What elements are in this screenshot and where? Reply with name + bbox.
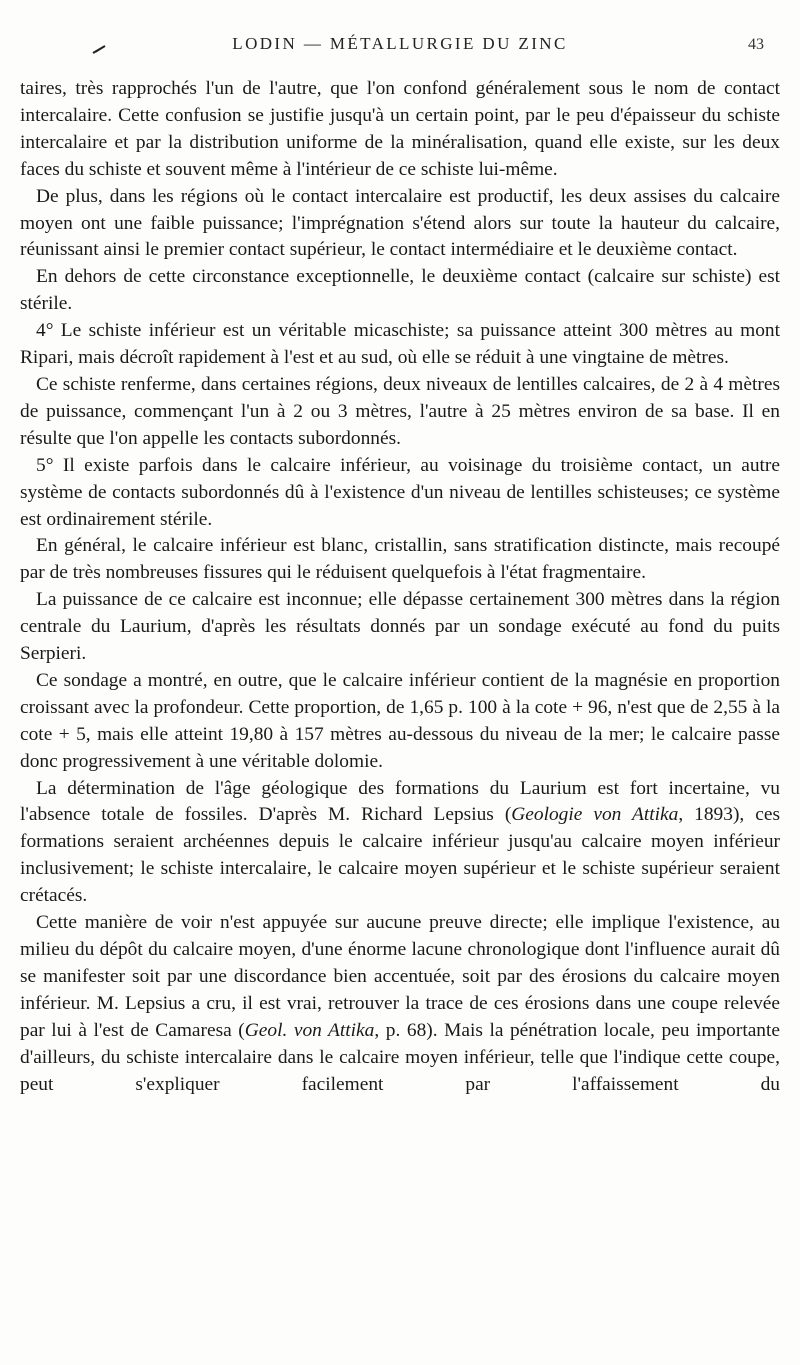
paragraph-6: 5° Il existe parfois dans le calcaire inférieur, au voisinage du troisième contact, un autre système de contacts subordonnés dû à l'existence d'un niveau de lentilles schisteuses; ce système est ordinairement stérile. [20, 454, 780, 530]
citation-geol-von-attika: Geol. von Attika [244, 1019, 375, 1041]
paragraph-11 [20, 910, 780, 1098]
paragraph-10-text-b: , 1893), ces formations seraient archéennes depuis le calcaire inférieur jusqu'au calcaire moyen inférieur inclusivement; le schiste intercalaire, le calcaire moyen supérieur et le schiste supérieur seraient crétacés. [20, 804, 781, 907]
paragraph-7: En général, le calcaire inférieur est blanc, cristallin, sans stratification distincte, mais recoupé par de très nombreuses fissures qui le réduisent quelquefois à l'état fragmentaire. [20, 535, 780, 584]
paragraph-11-text-a: Cette manière de voir n'est appuyée sur aucune preuve directe; elle implique l'existence, au milieu du dépôt du calcaire moyen, d'une énorme lacune chronologique dont l'influence aurait dû se manifester soit par une discordance bien accentuée, soit par des érosions du calcaire moyen inférieur. M. Lepsius a cru, il est vrai, retrouver la trace de ces érosions dans une coupe relevée par lui à l'est de Camaresa ( [20, 912, 780, 1041]
paragraph-1: taires, très rapprochés l'un de l'autre, que l'on confond généralement sous le nom de contact intercalaire. Cette confusion se justifie jusqu'à un certain point, par le peu d'épaisseur du schiste intercalaire et par la distribution uniforme de la minéralisation, quand elle existe, sur les deux faces du schiste et souvent même à l'intérieur de ce schiste lui-même. [20, 78, 780, 180]
body-text [20, 76, 780, 1098]
page-header [20, 34, 780, 62]
paragraph-11-text-b: , p. 68). Mais la pénétration locale, peu importante d'ailleurs, du schiste intercalaire dans le calcaire moyen inférieur, telle que l'indique cette coupe, peut s'expliquer facilement par l'affaissement du [20, 1019, 780, 1095]
ink-mark-icon [92, 44, 106, 54]
paragraph-8: La puissance de ce calcaire est inconnue; elle dépasse certainement 300 mètres dans la région centrale du Laurium, d'après les résultats donnés par un sondage exécuté au fond du puits Serpieri. [20, 589, 780, 665]
paragraph-10 [20, 776, 780, 911]
paragraph-4: 4° Le schiste inférieur est un véritable micaschiste; sa puissance atteint 300 mètres au mont Ripari, mais décroît rapidement à l'est et au sud, où elle se réduit à une vingtaine de mètres. [20, 320, 780, 369]
running-head: LODIN — MÉTALLURGIE DU ZINC [232, 34, 568, 53]
paragraph-9: Ce sondage a montré, en outre, que le calcaire inférieur contient de la magnésie en proportion croissant avec la profondeur. Cette proportion, de 1,65 p. 100 à la cote + 96, n'est que de 2,55 à la cote + 5, mais elle atteint 19,80 à 157 mètres au-dessous du niveau de la mer; le calcaire passe donc progressivement à une véritable dolomie. [20, 669, 780, 772]
citation-geologie-von-attika: Geologie von Attika [511, 804, 679, 826]
paragraph-2: De plus, dans les régions où le contact intercalaire est productif, les deux assises du calcaire moyen ont une faible puissance; l'imprégnation s'étend alors sur toute la hauteur du calcaire, réunissant ainsi le premier contact supérieur, le contact intermédiaire et le deuxième contact. [20, 185, 780, 261]
paragraph-5: Ce schiste renferme, dans certaines régions, deux niveaux de lentilles calcaires, de 2 à 4 mètres de puissance, commençant l'un à 2 ou 3 mètres, l'autre à 25 mètres environ de sa base. Il en résulte que l'on appelle les contacts subordonnés. [20, 373, 780, 449]
paragraph-3: En dehors de cette circonstance exceptionnelle, le deuxième contact (calcaire sur schiste) est stérile. [20, 266, 780, 315]
page-number: 43 [748, 36, 764, 53]
paragraph-10-text-a: La détermination de l'âge géologique des formations du Laurium est fort incertaine, vu l'absence totale de fossiles. D'après M. Richard Lepsius ( [20, 777, 780, 826]
